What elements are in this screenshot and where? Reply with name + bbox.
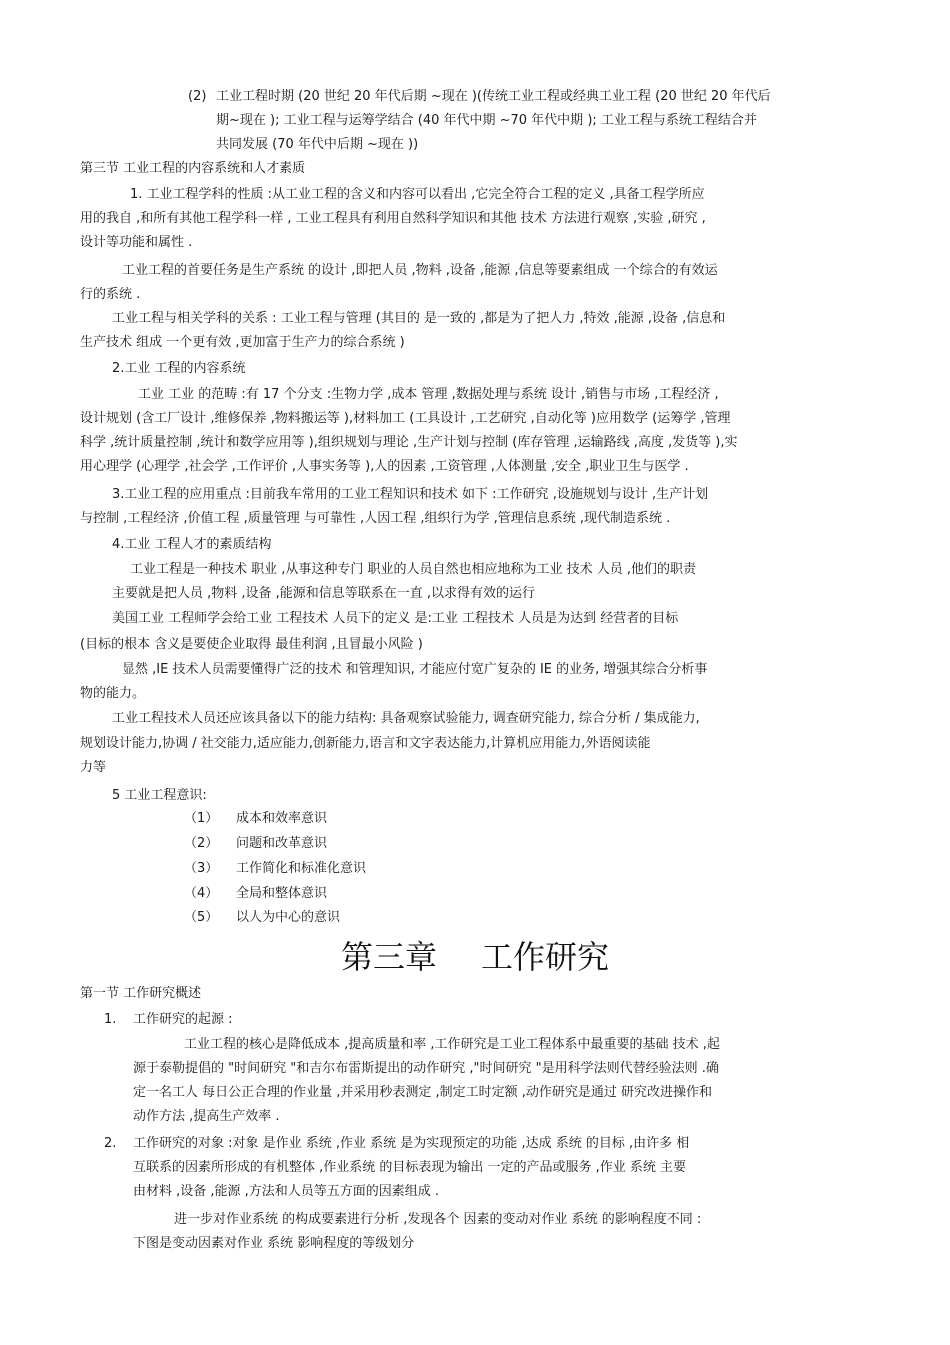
paragraph-line: 动作方法 ,提高生产效率 .: [133, 1109, 280, 1124]
chapter-name: 工作研究: [481, 938, 610, 976]
paragraph-line: 物的能力。: [80, 686, 146, 701]
intro-line: 期~现在 ); 工业工程与运筹学结合 (40 年代中期 ~70 年代中期 ); 工业工程与系统工程结合并: [216, 113, 757, 128]
chapter-title: [0, 936, 950, 978]
paragraph-line: 互联系的因素所形成的有机整体 ,作业系统 的目标表现为输出 一定的产品或服务 ,作业 系统 主要: [133, 1160, 687, 1175]
list-item-number: （4）: [184, 886, 219, 901]
list-item-number: （3）: [184, 861, 219, 876]
list-item-number: （2）: [184, 836, 219, 851]
paragraph-line: 工业工程是一种技术 职业 ,从事这种专门 职业的人员自然也相应地称为工业 技术 人员 ,他们的职责: [130, 562, 697, 577]
list-item: 工作简化和标准化意识: [236, 861, 367, 876]
paragraph-line: 由材料 ,设备 ,能源 ,方法和人员等五方面的因素组成 .: [133, 1184, 440, 1199]
paragraph-line: 与控制 ,工程经济 ,价值工程 ,质量管理 与可靠性 ,人因工程 ,组织行为学 ,管理信息系统 ,现代制造系统 .: [80, 511, 671, 526]
list-item-number: （5）: [184, 910, 219, 925]
paragraph-line: 科学 ,统计质量控制 ,统计和数学应用等 ),组织规划与理论 ,生产计划与控制 (库存管理 ,运输路线 ,高度 ,发货等 ),实: [80, 435, 738, 450]
intro-line: 共同发展 (70 年代中后期 ~现在 )): [216, 137, 419, 152]
paragraph-line: 设计规划 (含工厂设计 ,维修保养 ,物料搬运等 ),材料加工 (工具设计 ,工艺研究 ,自动化等 )应用数学 (运筹学 ,管理: [80, 411, 731, 426]
paragraph-line: 工业工程的核心是降低成本 ,提高质量和率 ,工作研究是工业工程体系中最重要的基础 技术 ,起: [184, 1037, 720, 1052]
paragraph-line: 工业工程技术人员还应该具备以下的能力结构: 具备观察试验能力, 调查研究能力, 综合分析 / 集成能力,: [112, 711, 700, 726]
paragraph-line: (目标的根本 含义是要使企业取得 最佳利润 ,且冒最小风险 ): [80, 637, 423, 652]
intro-number: (2): [188, 89, 207, 104]
paragraph-line: 1. 工业工程学科的性质 :从工业工程的含义和内容可以看出 ,它完全符合工程的定义 ,具备工程学所应: [130, 187, 705, 202]
section-title: 第三节 工业工程的内容系统和人才素质: [80, 161, 306, 176]
list-item: 以人为中心的意识: [236, 910, 341, 925]
paragraph-line: 工业 工业 的范畴 :有 17 个分支 :生物力学 ,成本 管理 ,数据处理与系统 设计 ,销售与市场 ,工程经济 ,: [138, 387, 719, 402]
paragraph-line: 进一步对作业系统 的构成要素进行分析 ,发现各个 因素的变动对作业 系统 的影响程度不同 :: [174, 1212, 702, 1227]
paragraph-line: 行的系统 .: [80, 287, 141, 302]
section-title: 第一节 工作研究概述: [80, 986, 202, 1001]
subsection-heading: 4.工业 工程人才的素质结构: [112, 537, 272, 552]
subsection-heading: 2.工业 工程的内容系统: [112, 361, 246, 376]
subsection-heading: 5 工业工程意识:: [112, 788, 207, 803]
paragraph-line: 下图是变动因素对作业 系统 影响程度的等级划分: [133, 1236, 415, 1251]
paragraph-line: 定一名工人 每日公正合理的作业量 ,并采用秒表测定 ,制定工时定额 ,动作研究是通过 研究改进操作和: [133, 1085, 713, 1100]
item-number: 2.: [104, 1136, 117, 1151]
item-title: 工作研究的起源 :: [133, 1012, 233, 1027]
paragraph-line: 3.工业工程的应用重点 :目前我车常用的工业工程知识和技术 如下 :工作研究 ,设施规划与设计 ,生产计划: [112, 487, 709, 502]
paragraph-line: 显然 ,IE 技术人员需要懂得广泛的技术 和管理知识, 才能应付宽广复杂的 IE 的业务, 增强其综合分析事: [122, 662, 708, 677]
list-item: 成本和效率意识: [236, 811, 328, 826]
paragraph-line: 设计等功能和属性 .: [80, 235, 193, 250]
list-item: 全局和整体意识: [236, 886, 328, 901]
paragraph-line: 用的我自 ,和所有其他工程学科一样 , 工业工程具有利用自然科学知识和其他 技术 方法进行观察 ,实验 ,研究 ,: [80, 211, 706, 226]
intro-line: 工业工程时期 (20 世纪 20 年代后期 ~现在 )(传统工业工程或经典工业工程 (20 世纪 20 年代后: [216, 89, 771, 104]
list-item-number: （1）: [184, 811, 219, 826]
paragraph-line: 美国工业 工程师学会给工业 工程技术 人员下的定义 是:工业 工程技术 人员是为达到 经营者的目标: [112, 611, 679, 626]
paragraph-line: 力等: [80, 760, 107, 775]
paragraph-line: 源于泰勒提倡的 "时间研究 "和吉尔布雷斯提出的动作研究 ,"时间研究 "是用科学法则代替经验法则 .确: [133, 1061, 719, 1076]
list-item: 问题和改革意识: [236, 836, 328, 851]
paragraph-line: 生产技术 组成 一个更有效 ,更加富于生产力的综合系统 ): [80, 335, 405, 350]
paragraph-line: 用心理学 (心理学 ,社会学 ,工作评价 ,人事实务等 ),人的因素 ,工资管理 ,人体测量 ,安全 ,职业卫生与医学 .: [80, 459, 689, 474]
item-number: 1.: [104, 1012, 117, 1027]
paragraph-line: 主要就是把人员 ,物料 ,设备 ,能源和信息等联系在一直 ,以求得有效的运行: [112, 586, 536, 601]
chapter-number: 第三章: [340, 938, 437, 976]
paragraph-line: 规划设计能力,协调 / 社交能力,适应能力,创新能力,语言和文字表达能力,计算机应用能力,外语阅读能: [80, 736, 651, 751]
paragraph-line: 工业工程与相关学科的关系 : 工业工程与管理 (其目的 是一致的 ,都是为了把人力 ,特效 ,能源 ,设备 ,信息和: [112, 311, 726, 326]
paragraph-line: 工作研究的对象 :对象 是作业 系统 ,作业 系统 是为实现预定的功能 ,达成 系统 的目标 ,由许多 相: [133, 1136, 690, 1151]
paragraph-line: 工业工程的首要任务是生产系统 的设计 ,即把人员 ,物料 ,设备 ,能源 ,信息等要素组成 一个综合的有效运: [122, 263, 718, 278]
